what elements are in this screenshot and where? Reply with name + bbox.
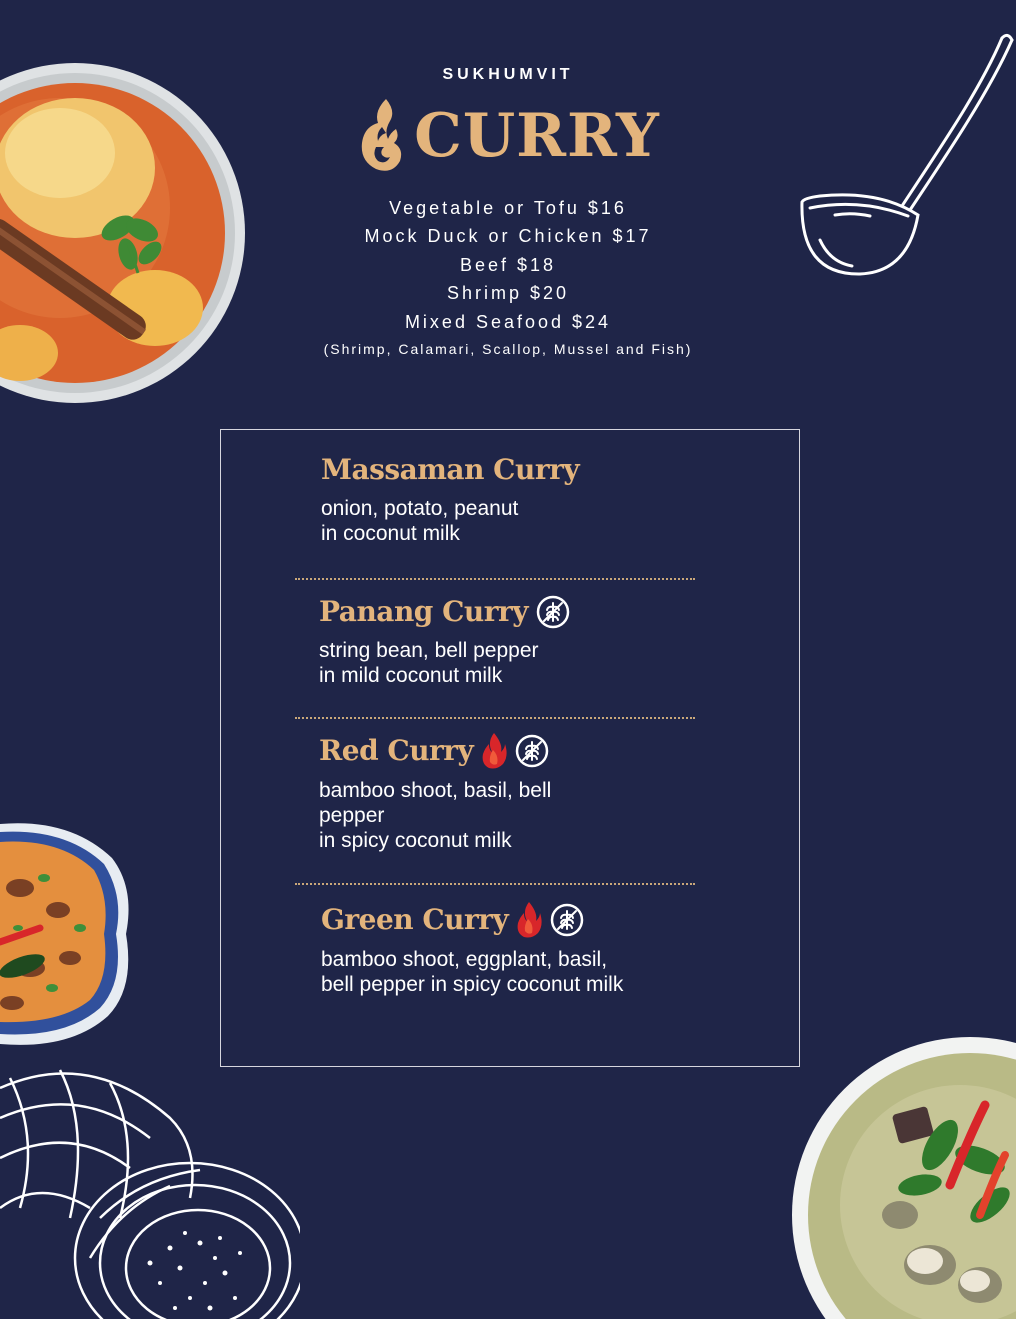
panang-bowl-photo (0, 818, 130, 1050)
spicy-flame-icon (481, 732, 507, 770)
item-description (321, 947, 671, 997)
item-description (319, 638, 619, 688)
item-name (321, 452, 701, 488)
price-line: Mixed Seafood $24 (404, 311, 612, 332)
spicy-flame-icon (516, 901, 542, 939)
price-line: Shrimp $20 (446, 283, 570, 304)
menu-item (321, 901, 701, 997)
item-name-text: Red Curry (319, 734, 474, 767)
page-title: CURRY (414, 101, 660, 171)
item-description-line: bell pepper in spicy coconut milk (321, 973, 624, 996)
item-description (319, 778, 619, 853)
seafood-note: (Shrimp, Calamari, Scallop, Mussel and Fish) (323, 341, 693, 358)
menu-items-box (220, 429, 800, 1067)
dotted-divider (295, 717, 695, 719)
price-list (0, 194, 1016, 362)
coconut-illustration (0, 1058, 300, 1319)
item-description-line: string bean, bell pepper (319, 639, 539, 662)
item-name (319, 594, 699, 630)
green-curry-bowl-photo (790, 1035, 1016, 1319)
item-name (321, 901, 701, 939)
item-name-text: Panang Curry (319, 595, 529, 628)
thai-flame-ornament-icon (356, 97, 404, 175)
gluten-free-icon (515, 734, 549, 768)
menu-item (321, 452, 701, 546)
gluten-free-icon (536, 595, 570, 629)
price-line: Beef $18 (459, 254, 557, 275)
item-description-line: bamboo shoot, eggplant, basil, (321, 948, 608, 971)
item-description-line: in mild coconut milk (319, 664, 503, 687)
restaurant-name: SUKHUMVIT (442, 66, 574, 83)
dotted-divider (295, 883, 695, 885)
item-description-line: in spicy coconut milk (319, 829, 512, 852)
item-description-line: in coconut milk (321, 522, 460, 545)
price-line: Mock Duck or Chicken $17 (364, 226, 652, 247)
gluten-free-icon (550, 903, 584, 937)
price-line: Vegetable or Tofu $16 (389, 198, 627, 218)
item-description-line: onion, potato, peanut (321, 497, 519, 520)
section-title-row (0, 96, 1016, 180)
menu-item (319, 732, 699, 853)
dotted-divider (295, 578, 695, 580)
item-name (319, 732, 699, 770)
item-name-text: Massaman Curry (321, 453, 580, 486)
item-name-text: Green Curry (321, 903, 509, 936)
menu-item (319, 594, 699, 688)
item-description-line: bamboo shoot, basil, bell pepper (319, 779, 552, 827)
item-description (321, 496, 621, 546)
